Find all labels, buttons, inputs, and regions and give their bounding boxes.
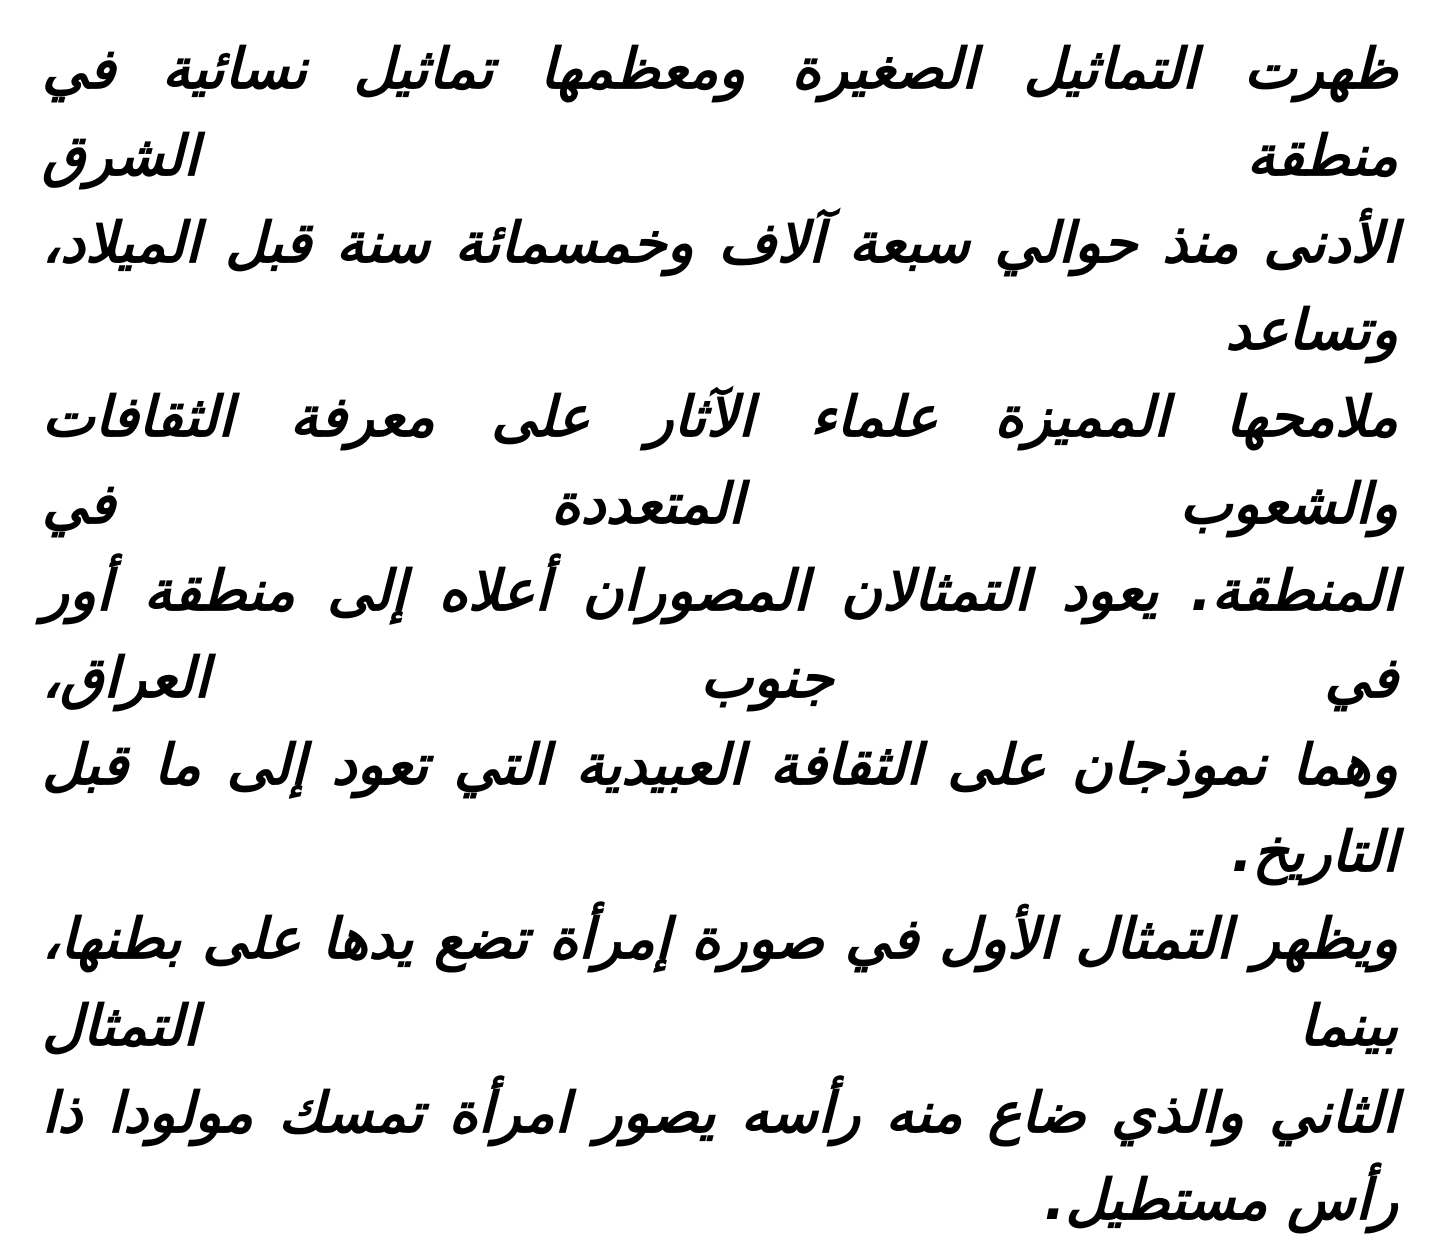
paragraph-line-6: ويظهر التمثال الأول في صورة إمرأة تضع يدها على بطنها، بينما التمثال: [42, 907, 1398, 1059]
paragraph-line-7: الثاني والذي ضاع منه رأسه يصور امرأة تمسك مولودا ذا رأس مستطيل.: [42, 1081, 1398, 1233]
paragraph-line-3: ملامحها المميزة علماء الآثار على معرفة الثقافات والشعوب المتعددة في: [42, 385, 1398, 537]
paragraph-line-2: الأدنى منذ حوالي سبعة آلاف وخمسمائة سنة قبل الميلاد، وتساعد: [42, 211, 1398, 363]
paragraph-line-1: ظهرت التماثيل الصغيرة ومعظمها تماثيل نسائية في منطقة الشرق: [42, 37, 1398, 189]
arabic-paragraph: [42, 26, 1398, 1244]
paragraph-line-4: المنطقة. يعود التمثالان المصوران أعلاه إلى منطقة أور في جنوب العراق،: [42, 559, 1398, 711]
paragraph-line-5: وهما نموذجان على الثقافة العبيدية التي تعود إلى ما قبل التاريخ.: [42, 733, 1398, 885]
